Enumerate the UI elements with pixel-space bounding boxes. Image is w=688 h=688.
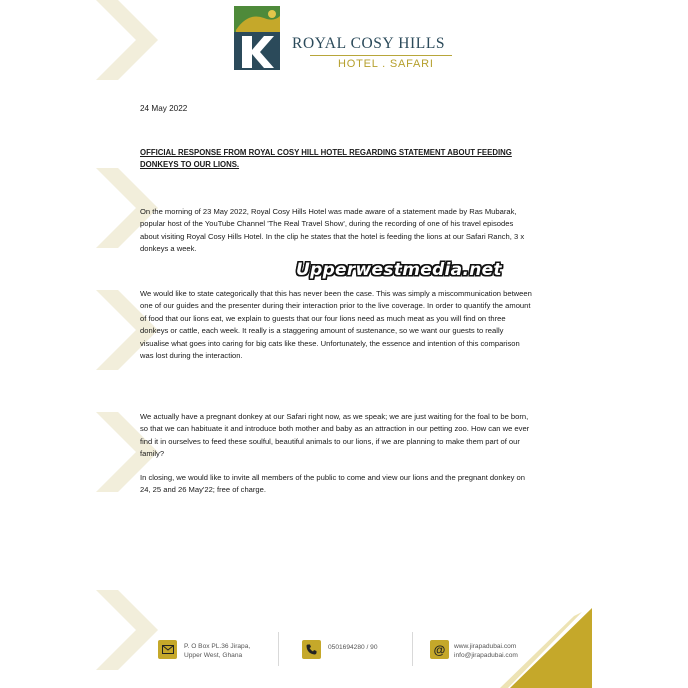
mail-icon <box>158 640 177 659</box>
brand-name: ROYAL COSY HILLS <box>292 35 446 52</box>
at-sign-icon: @ <box>430 640 449 659</box>
footer-web-contacts <box>454 642 518 660</box>
footer-divider <box>278 632 279 666</box>
address-line-1: P. O Box PL.36 Jirapa, <box>184 643 251 650</box>
footer-phone: 0501694280 / 90 <box>328 644 378 651</box>
letter-paragraph: In closing, we would like to invite all members of the public to come and view our lions and the pregnant donkey on 24, 25 and 26 May'22; free of charge. <box>140 473 525 495</box>
letter-subject: OFFICIAL RESPONSE FROM ROYAL COSY HILL HOTEL REGARDING STATEMENT ABOUT FEEDING DONKEYS TO OUR LIONS. <box>140 148 512 169</box>
letter-paragraph: We would like to state categorically that this has never been the case. This was simply a miscommunication between one of our guides and the presenter during their interaction prior to the live coverage. In order to quantify the amount of food that our lions eat, we explain to guests that our four lions need as much meat as you will find on three donkeys or cattle, each week. It really is a staggering amount of sustenance, so we want our guests to really visualise what goes into caring for big cats like these. Unfortunately, the essence and intention of this comparison was lost during the interaction. <box>140 289 532 361</box>
footer-email[interactable]: info@jirapadubai.com <box>454 652 518 659</box>
letter-paragraph: We actually have a pregnant donkey at our Safari right now, as we speak; we are just waiting for the foal to be born, so that we can habituate it and introduce both mother and baby as an attraction in our petting zoo. How can we ever find it in ourselves to feed these soulful, beautiful animals to our lions, if we are planning to make them part of our family? <box>140 412 530 459</box>
phone-icon <box>302 640 321 659</box>
footer-divider <box>412 632 413 666</box>
brand-divider <box>310 55 452 56</box>
address-line-2: Upper West, Ghana <box>184 652 243 659</box>
brand-subtitle: HOTEL . SAFARI <box>338 58 434 70</box>
letter-date: 24 May 2022 <box>140 104 188 113</box>
footer-address <box>184 642 250 660</box>
footer-website[interactable]: www.jirapadubai.com <box>454 643 517 650</box>
watermark: Upperwestmedia.net <box>296 260 502 280</box>
hotel-logo-icon <box>234 6 280 70</box>
letter-paragraph: On the morning of 23 May 2022, Royal Cosy Hills Hotel was made aware of a statement made by Ras Mubarak, popular host of the YouTube Channel 'The Real Travel Show', during the recording of one of his travel episodes about visiting Royal Cosy Hills Hotel. In the clip he states that the hotel is feeding the lions at our Safari Ranch, 3 x donkeys a week. <box>140 207 525 254</box>
